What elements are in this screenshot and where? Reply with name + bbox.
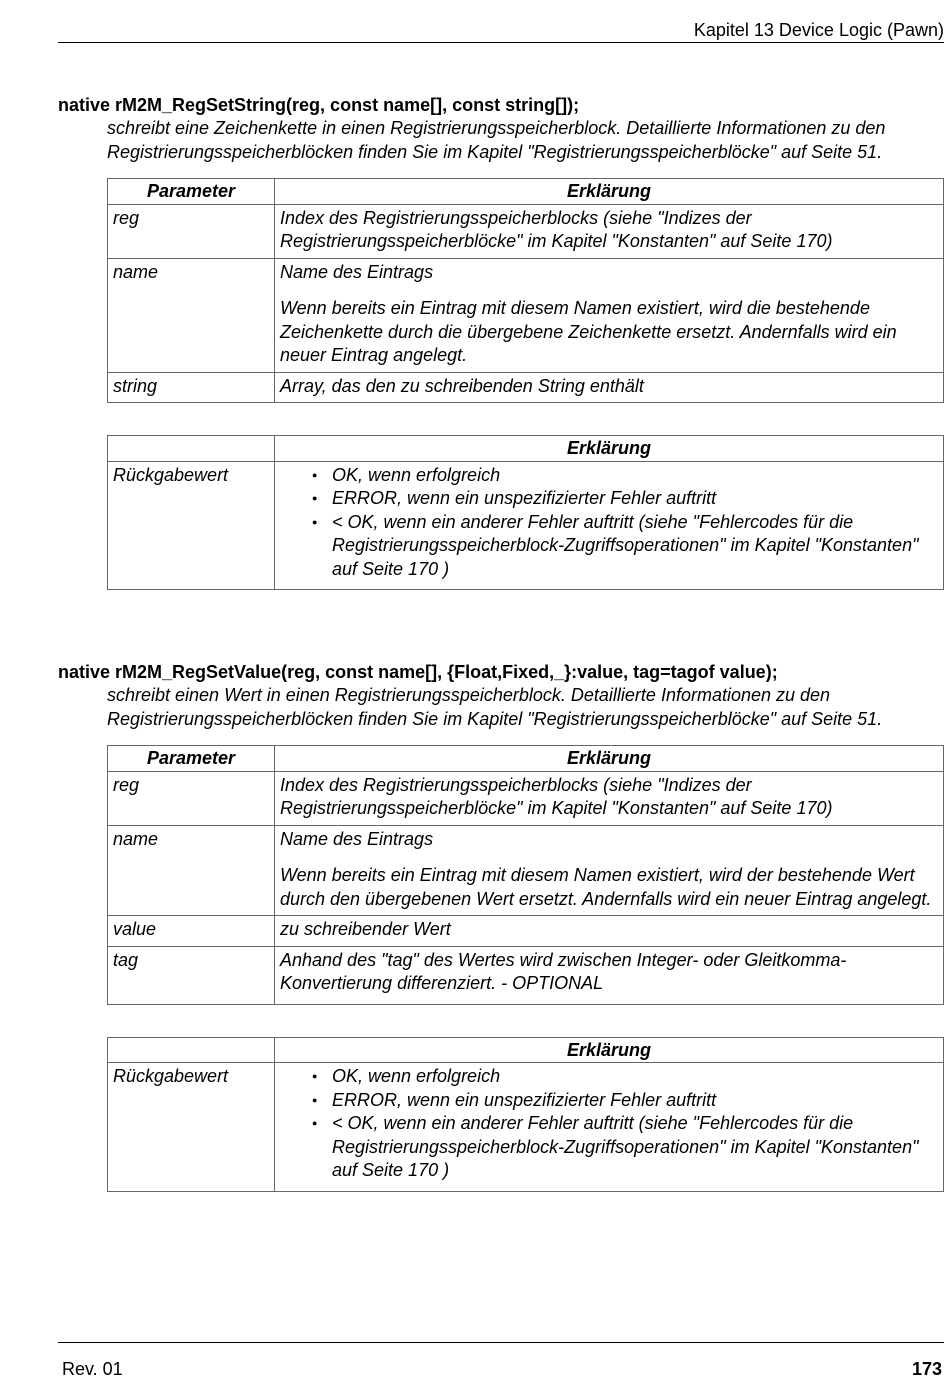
return-table <box>107 1037 944 1192</box>
return-table <box>107 435 944 590</box>
return-cell <box>275 461 944 590</box>
param-note: Wenn bereits ein Eintrag mit diesem Namen existiert, wird die bestehende Zeichenkette durch die übergebene Zeichenkette ersetzt. Andernfalls wird ein neuer Eintrag angelegt. <box>280 298 897 365</box>
list-item: ● OK, wenn erfolgreich <box>332 1065 938 1089</box>
table-row <box>108 916 944 947</box>
column-header-empty <box>108 1037 275 1063</box>
function-section-regsetvalue <box>58 661 944 1192</box>
function-signature: native rM2M_RegSetValue(reg, const name[], {Float,Fixed,_}:value, tag=tagof value); <box>58 662 778 682</box>
return-label: Rückgabewert <box>108 461 275 590</box>
column-header-erklaerung: Erklärung <box>275 179 944 205</box>
revision-label: Rev. 01 <box>62 1359 123 1379</box>
list-item: ● OK, wenn erfolgreich <box>332 464 938 488</box>
list-item: ● ERROR, wenn ein unspezifizierter Fehler auftritt <box>332 487 938 511</box>
return-cell <box>275 1063 944 1192</box>
table-header-row <box>108 1037 944 1063</box>
page-footer <box>58 1342 944 1379</box>
table-row <box>108 825 944 916</box>
table-header-row <box>108 179 944 205</box>
table-row <box>108 946 944 1004</box>
function-description: schreibt eine Zeichenkette in einen Registrierungsspeicherblock. Detaillierte Informationen zu den Registrierungsspeicherblöcken finden Sie im Kapitel "Registrierungsspeicherblöcke" auf Seite 51. <box>107 118 886 162</box>
table-header-row <box>108 436 944 462</box>
page-number: 173 <box>911 1359 942 1379</box>
table-row <box>108 372 944 403</box>
param-cell <box>275 258 944 372</box>
param-text: Index des Registrierungsspeicherblocks (siehe "Indizes der Registrierungsspeicherblöcke" im Kapitel "Konstanten" auf Seite 170) <box>275 204 944 258</box>
param-text: zu schreibender Wert <box>275 916 944 947</box>
column-header-erklaerung: Erklärung <box>275 746 944 772</box>
column-header-empty <box>108 436 275 462</box>
column-header-erklaerung: Erklärung <box>275 1037 944 1063</box>
param-text: Index des Registrierungsspeicherblocks (siehe "Indizes der Registrierungsspeicherblöcke" im Kapitel "Konstanten" auf Seite 170) <box>275 771 944 825</box>
column-header-parameter: Parameter <box>108 746 275 772</box>
function-signature: native rM2M_RegSetString(reg, const name[], const string[]); <box>58 95 580 115</box>
parameter-table <box>107 745 944 1005</box>
param-text: Name des Eintrags <box>280 828 434 849</box>
table-row <box>108 258 944 372</box>
return-label: Rückgabewert <box>108 1063 275 1192</box>
function-section-regsetstring <box>58 94 944 590</box>
table-row <box>108 771 944 825</box>
table-row <box>108 1063 944 1192</box>
list-item: ● ERROR, wenn ein unspezifizierter Fehler auftritt <box>332 1089 938 1113</box>
param-text: Array, das den zu schreibenden String enthält <box>275 372 944 403</box>
column-header-erklaerung: Erklärung <box>275 436 944 462</box>
param-name: name <box>108 258 275 372</box>
param-cell <box>275 825 944 916</box>
param-text: Anhand des "tag" des Wertes wird zwischen Integer- oder Gleitkomma-Konvertierung differenziert. - OPTIONAL <box>275 946 944 1004</box>
column-header-parameter: Parameter <box>108 179 275 205</box>
list-item: ● < OK, wenn ein anderer Fehler auftritt (siehe "Fehlercodes für die Registrierungsspeicherblock-Zugriffsoperationen" im Kapitel "Konstanten" auf Seite 170 ) <box>332 511 938 582</box>
param-name: value <box>108 916 275 947</box>
param-name: reg <box>108 771 275 825</box>
table-row <box>108 461 944 590</box>
param-note: Wenn bereits ein Eintrag mit diesem Namen existiert, wird der bestehende Wert durch den übergebenen Wert ersetzt. Andernfalls wird ein neuer Eintrag angelegt. <box>280 865 932 909</box>
param-text: Name des Eintrags <box>280 261 434 282</box>
param-name: string <box>108 372 275 403</box>
return-list <box>280 1065 938 1183</box>
chapter-title: Kapitel 13 Device Logic (Pawn) <box>693 20 944 40</box>
table-header-row <box>108 746 944 772</box>
function-description: schreibt einen Wert in einen Registrierungsspeicherblock. Detaillierte Informationen zu den Registrierungsspeicherblöcken finden Sie im Kapitel "Registrierungsspeicherblöcke" auf Seite 51. <box>107 685 883 729</box>
param-name: tag <box>108 946 275 1004</box>
list-item: ● < OK, wenn ein anderer Fehler auftritt (siehe "Fehlercodes für die Registrierungsspeicherblock-Zugriffsoperationen" im Kapitel "Konstanten" auf Seite 170 ) <box>332 1112 938 1183</box>
page-header <box>58 18 944 43</box>
parameter-table <box>107 178 944 403</box>
param-name: name <box>108 825 275 916</box>
param-name: reg <box>108 204 275 258</box>
table-row <box>108 204 944 258</box>
return-list <box>280 464 938 582</box>
